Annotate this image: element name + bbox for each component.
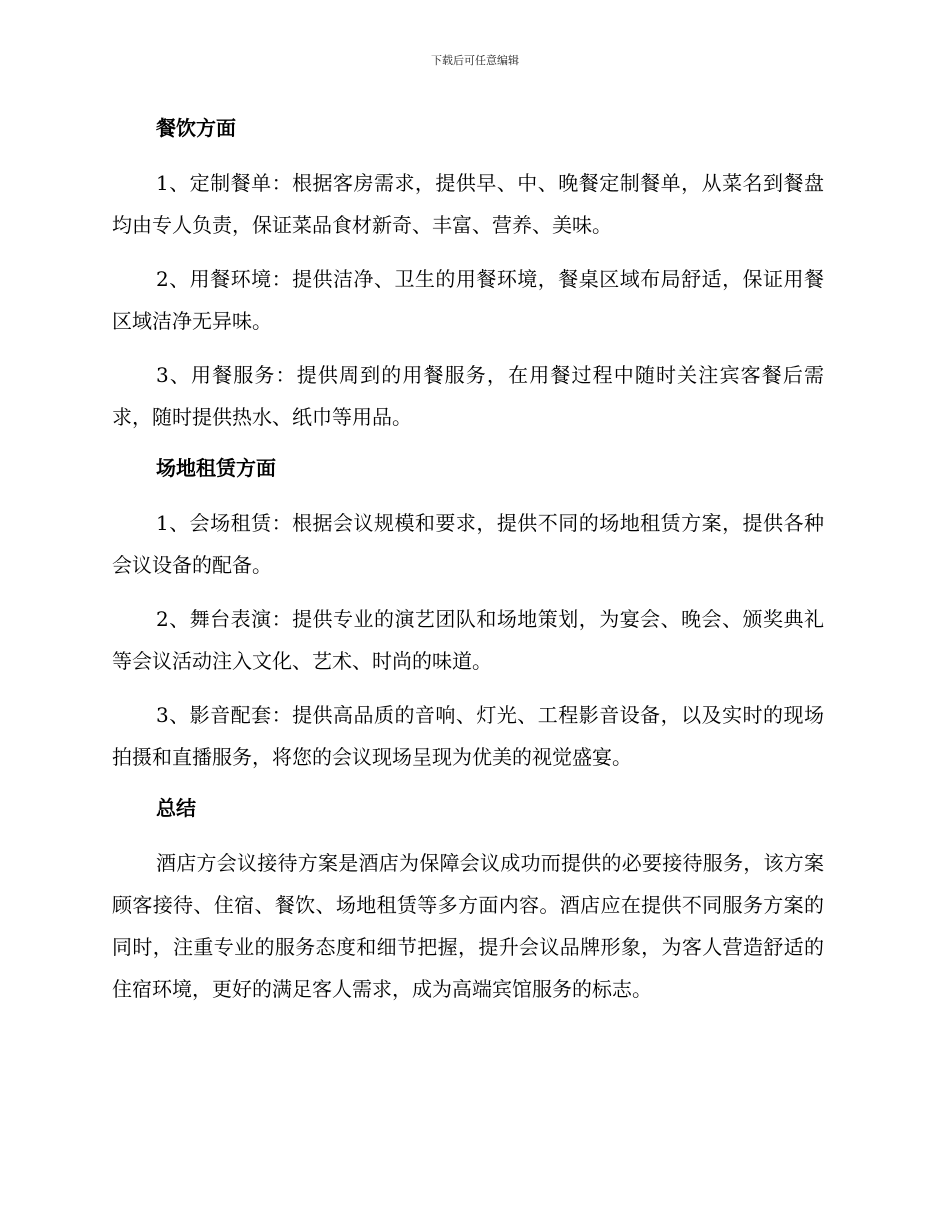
paragraph: 1、会场租赁：根据会议规模和要求，提供不同的场地租赁方案，提供各种会议设备的配备。: [112, 511, 824, 577]
paragraph: 3、影音配套：提供高品质的音响、灯光、工程影音设备，以及实时的现场拍摄和直播服务，将您的会议现场呈现为优美的视觉盛宴。: [112, 703, 824, 769]
paragraph: 1、定制餐单：根据客房需求，提供早、中、晚餐定制餐单，从菜名到餐盘均由专人负责，保证菜品食材新奇、丰富、营养、美味。: [112, 171, 824, 237]
document-body: [112, 110, 824, 1010]
page-header: 下载后可任意编辑: [431, 54, 519, 67]
section-heading: 场地租赁方面: [156, 456, 276, 480]
paragraph: 酒店方会议接待方案是酒店为保障会议成功而提供的必要接待服务，该方案顾客接待、住宿、餐饮、场地租赁等多方面内容。酒店应在提供不同服务方案的同时，注重专业的服务态度和细节把握，提升会议品牌形象，为客人营造舒适的住宿环境，更好的满足客人需求，成为高端宾馆服务的标志。: [112, 851, 824, 1001]
paragraph: 2、用餐环境：提供洁净、卫生的用餐环境，餐桌区域布局舒适，保证用餐区域洁净无异味。: [112, 267, 824, 333]
section-venue-rental: [112, 450, 824, 790]
section-summary: [112, 790, 824, 1010]
section-catering: [112, 110, 824, 450]
paragraph: 3、用餐服务：提供周到的用餐服务，在用餐过程中随时关注宾客餐后需求，随时提供热水、纸巾等用品。: [112, 363, 824, 429]
section-heading: 餐饮方面: [156, 116, 236, 140]
section-heading: 总结: [156, 796, 196, 820]
paragraph: 2、舞台表演：提供专业的演艺团队和场地策划，为宴会、晚会、颁奖典礼等会议活动注入文化、艺术、时尚的味道。: [112, 607, 824, 673]
